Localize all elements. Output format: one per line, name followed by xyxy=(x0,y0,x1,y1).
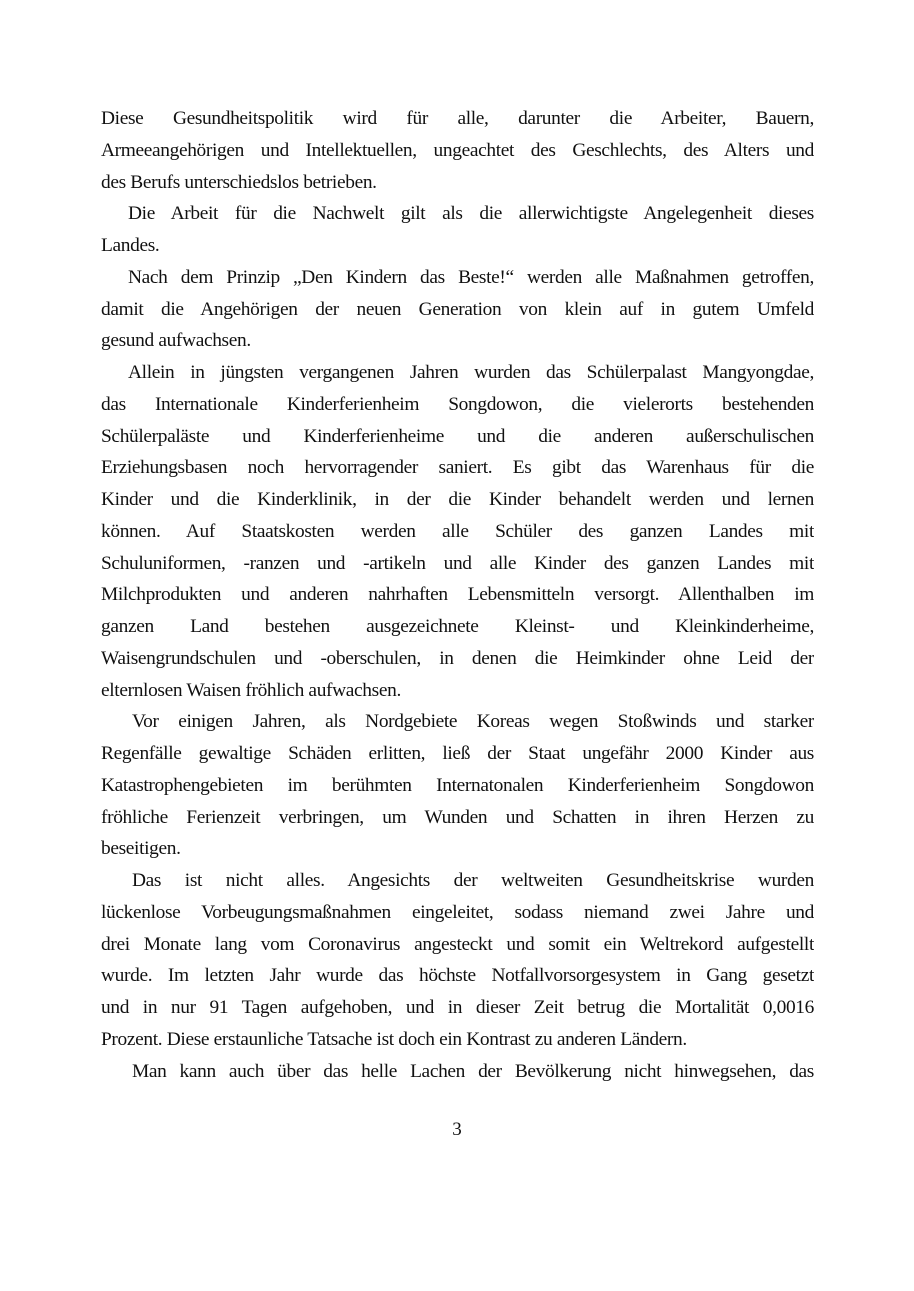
paragraph xyxy=(101,198,814,262)
text-line: elternlosen Waisen fröhlich aufwachsen. xyxy=(101,679,401,701)
text-line: Landes. xyxy=(101,235,160,256)
text-line: Allein in jüngsten vergangenen Jahren wurden das Schülerpalast Mangyongdae, xyxy=(128,362,814,383)
text-line: Nach dem Prinzip „Den Kindern das Beste!“ werden alle Maßnahmen getroffen, xyxy=(128,266,814,288)
text-line: drei Monate lang vom Coronavirus angesteckt und somit ein Weltrekord aufgestellt xyxy=(101,933,814,955)
paragraph xyxy=(101,357,814,706)
text-line: Armeeangehörigen und Intellektuellen, ungeachtet des Geschlechts, des Alters und xyxy=(101,139,814,161)
paragraph xyxy=(101,1056,814,1088)
text-line: Regenfälle gewaltige Schäden erlitten, ließ der Staat ungefähr 2000 Kinder aus xyxy=(101,743,814,764)
text-line: Vor einigen Jahren, als Nordgebiete Koreas wegen Stoßwinds und starker xyxy=(132,711,814,733)
text-line: das Internationale Kinderferienheim Songdowon, die vielerorts bestehenden xyxy=(101,393,814,415)
page-number: 3 xyxy=(452,1119,462,1140)
text-line: Milchprodukten und anderen nahrhaften Lebensmitteln versorgt. Allenthalben im xyxy=(101,584,814,606)
text-line: gesund aufwachsen. xyxy=(101,330,251,352)
document-page-body xyxy=(101,103,814,1087)
text-line: und in nur 91 Tagen aufgehoben, und in dieser Zeit betrug die Mortalität 0,0016 xyxy=(101,997,814,1018)
text-line: Man kann auch über das helle Lachen der Bevölkerung nicht hinwegsehen, das xyxy=(132,1060,814,1082)
text-line: wurde. Im letzten Jahr wurde das höchste Notfallvorsorgesystem in Gang gesetzt xyxy=(101,965,814,987)
text-line: Erziehungsbasen noch hervorragender saniert. Es gibt das Warenhaus für die xyxy=(101,457,814,479)
text-line: lückenlose Vorbeugungsmaßnahmen eingeleitet, sodass niemand zwei Jahre und xyxy=(101,901,814,923)
paragraph xyxy=(101,706,814,865)
text-line: Schuluniformen, -ranzen und -artikeln und alle Kinder des ganzen Landes mit xyxy=(101,552,814,574)
paragraph xyxy=(101,103,814,198)
paragraph xyxy=(101,865,814,1056)
text-line: damit die Angehörigen der neuen Generation von klein auf in gutem Umfeld xyxy=(101,298,814,320)
text-line: Die Arbeit für die Nachwelt gilt als die allerwichtigste Angelegenheit dieses xyxy=(128,203,814,225)
text-line: Prozent. Diese erstaunliche Tatsache ist doch ein Kontrast zu anderen Ländern. xyxy=(101,1028,687,1050)
text-line: Diese Gesundheitspolitik wird für alle, darunter die Arbeiter, Bauern, xyxy=(101,108,814,129)
text-line: ganzen Land bestehen ausgezeichnete Kleinst- und Kleinkinderheime, xyxy=(101,616,814,637)
text-line: des Berufs unterschiedslos betrieben. xyxy=(101,171,377,193)
paragraph xyxy=(101,262,814,357)
text-line: Das ist nicht alles. Angesichts der weltweiten Gesundheitskrise wurden xyxy=(132,870,814,891)
text-line: Waisengrundschulen und -oberschulen, in denen die Heimkinder ohne Leid der xyxy=(101,647,814,669)
text-line: fröhliche Ferienzeit verbringen, um Wunden und Schatten in ihren Herzen zu xyxy=(101,806,814,828)
text-line: Katastrophengebieten im berühmten Internatonalen Kinderferienheim Songdowon xyxy=(101,774,814,796)
text-line: beseitigen. xyxy=(101,838,181,860)
text-line: Schülerpaläste und Kinderferienheime und die anderen außerschulischen xyxy=(101,425,814,447)
text-line: Kinder und die Kinderklinik, in der die Kinder behandelt werden und lernen xyxy=(101,489,814,510)
text-line: können. Auf Staatskosten werden alle Schüler des ganzen Landes mit xyxy=(101,520,814,542)
